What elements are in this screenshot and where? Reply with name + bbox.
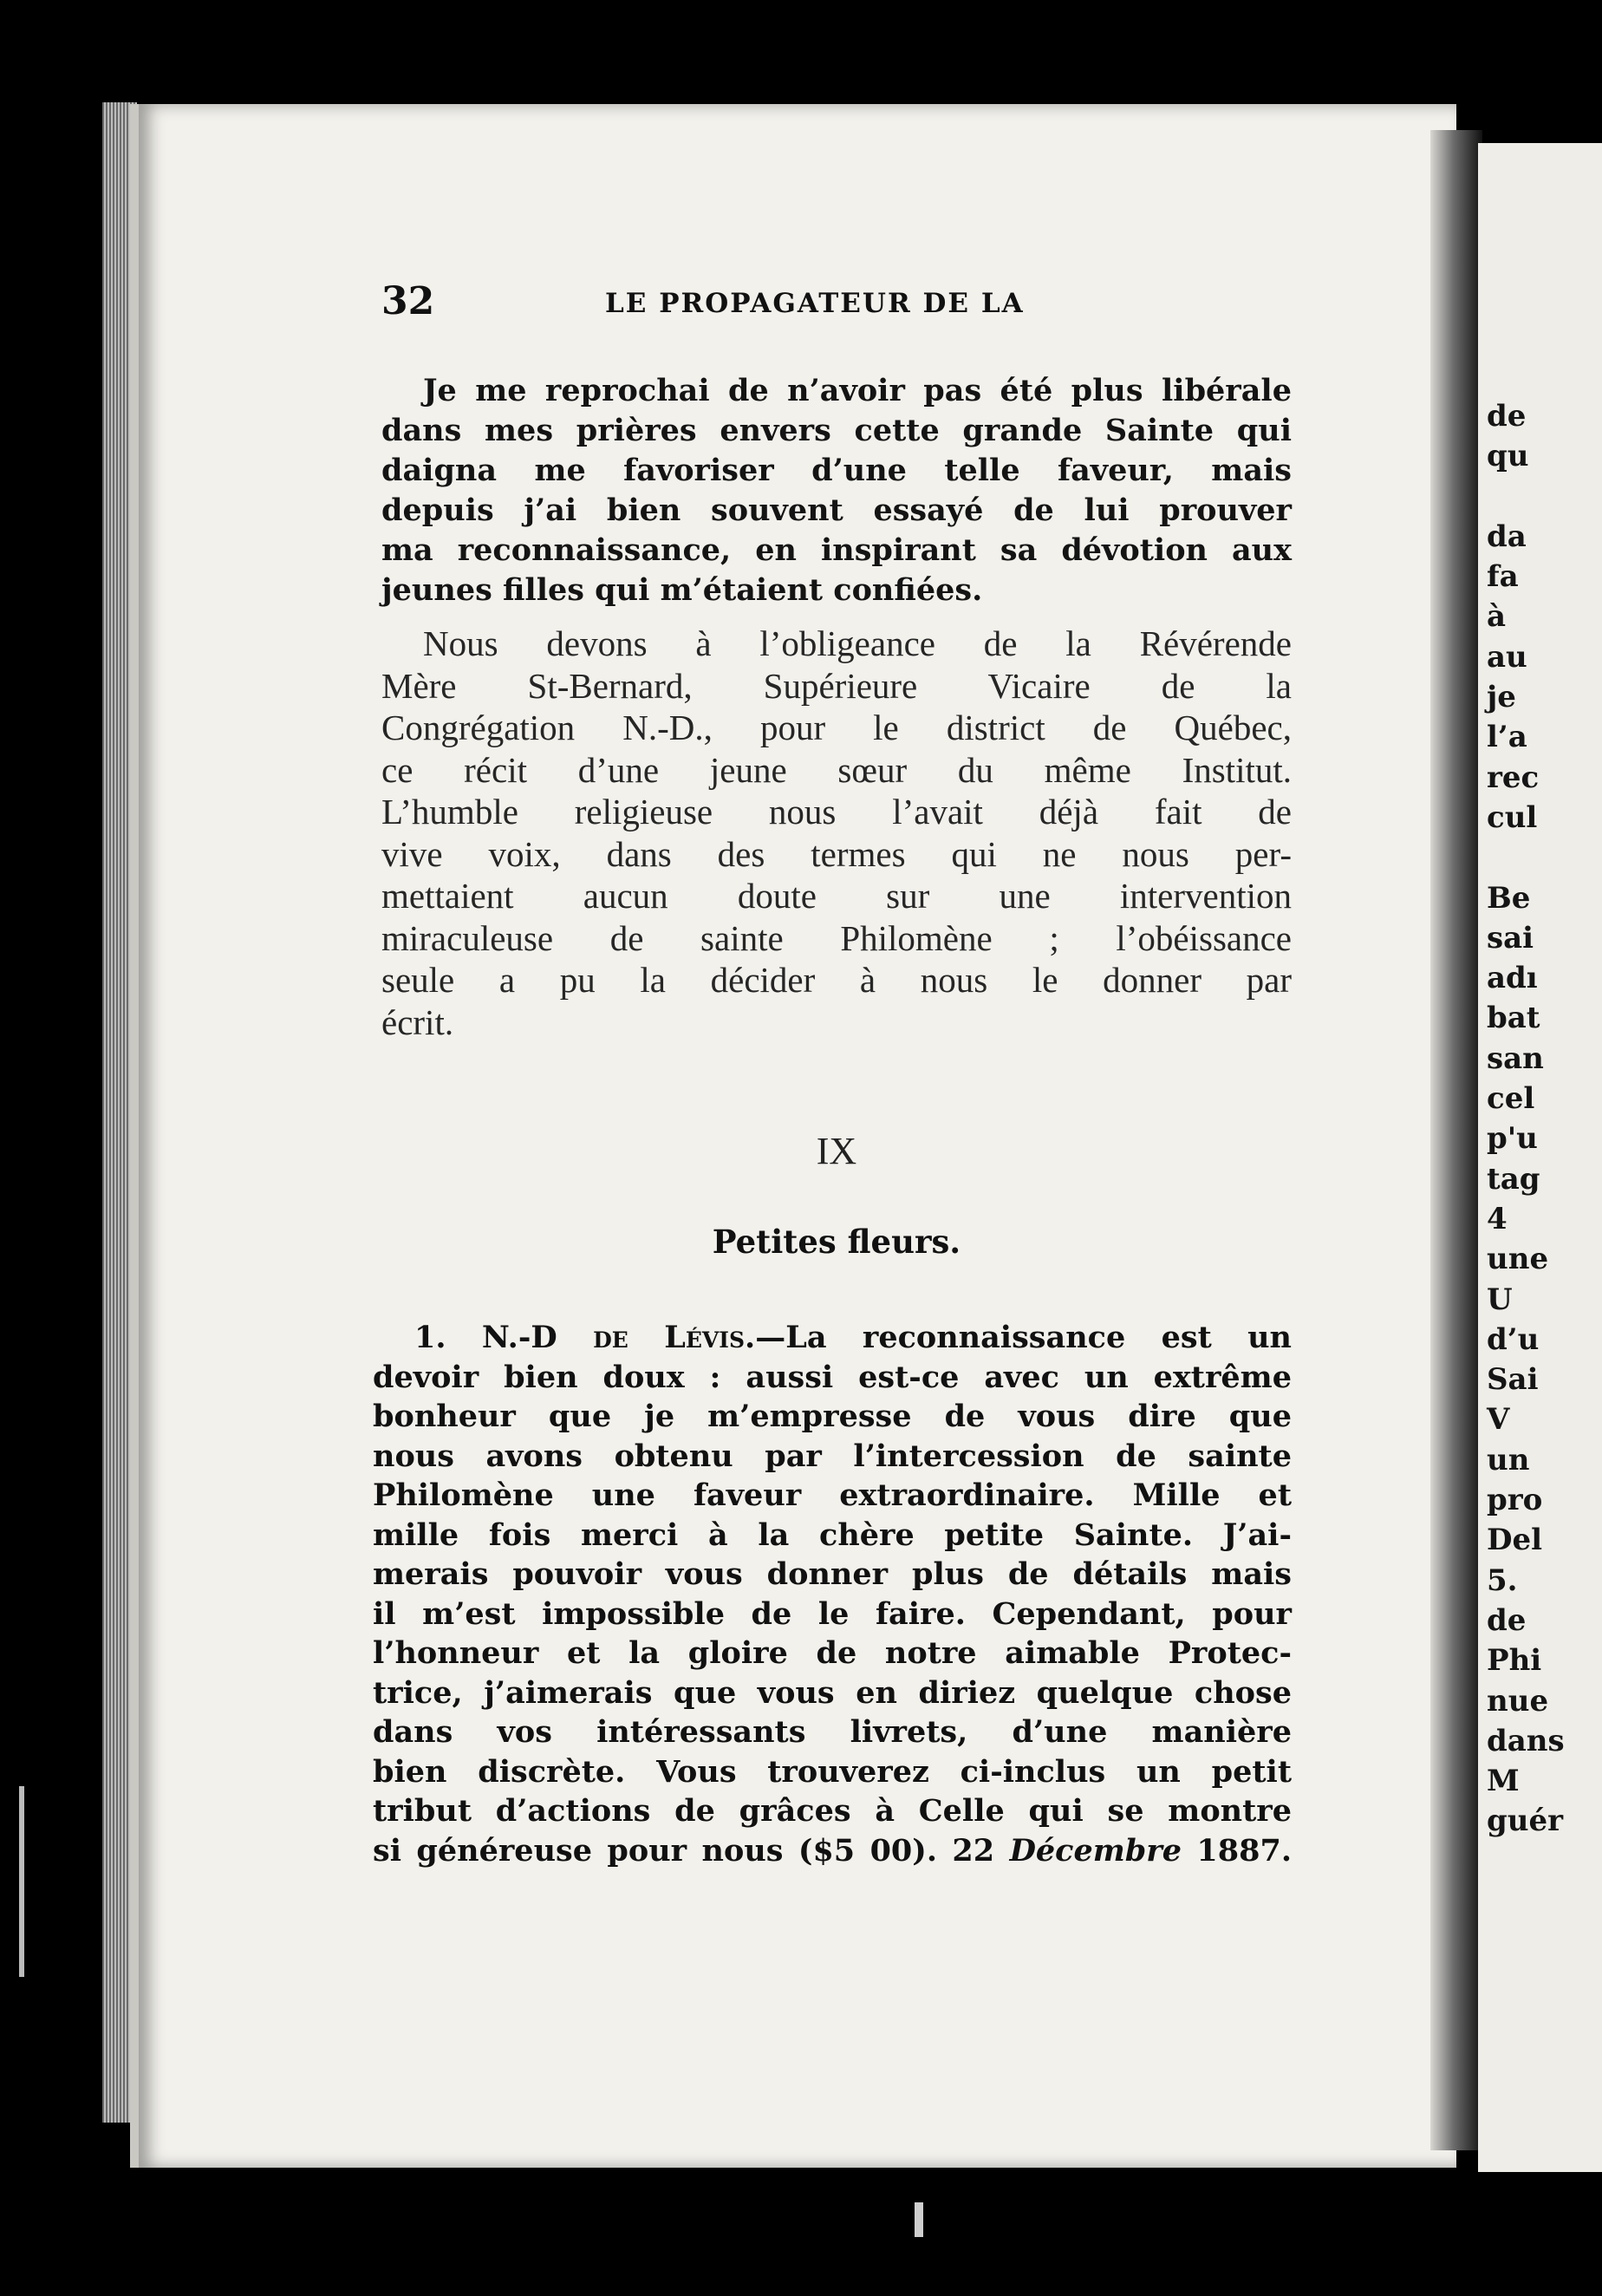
text-line: daigna me favoriser d’une telle faveur, mais (381, 453, 1292, 488)
right-page-fragment-line: au (1487, 639, 1527, 675)
right-page-fragment-line: une (1487, 1242, 1549, 1277)
right-page-fragment-line: nue (1487, 1683, 1549, 1719)
entry-first-line (373, 1318, 1292, 1358)
text-line: écrit. (381, 1001, 454, 1042)
text-line: dans mes prières envers cette grande Sainte qui (381, 413, 1292, 448)
text-line: depuis j’ai bien souvent essayé de lui prouver (381, 492, 1292, 528)
right-page-fragment-line: Phi (1487, 1643, 1542, 1679)
entry-last-line (373, 1831, 1292, 1871)
right-page-fragment-line: fa (1487, 559, 1519, 595)
right-page-fragment-line: adı (1487, 961, 1538, 996)
text-line: ma reconnaissance, en inspirant sa dévotion aux (381, 532, 1292, 568)
entry-number: 1. N.-D (414, 1320, 557, 1355)
text-line: mille fois merci à la chère petite Sainte. J’ai- (373, 1517, 1292, 1553)
text-line: dans vos intéressants livrets, d’une manière (373, 1714, 1292, 1750)
right-page-fragment-line: de (1487, 1602, 1527, 1638)
right-page-fragment-line: M (1487, 1764, 1520, 1799)
text-line: merais pouvoir vous donner plus de détails mais (373, 1556, 1292, 1592)
right-page-fragment-line: cul (1487, 799, 1538, 835)
last-line-start: si généreuse pour nous ($5 00). 22 (373, 1832, 995, 1869)
paragraph-1 (381, 371, 1292, 610)
right-page-fragment-line: cel (1487, 1081, 1535, 1117)
text-line: il m’est impossible de le faire. Cependant, pour (373, 1595, 1292, 1632)
text-line: Nous devons à l’obligeance de la Révérende (423, 623, 1292, 663)
right-page-fragment-line: Be (1487, 880, 1531, 916)
right-page-fragment-line: je (1487, 680, 1516, 715)
right-page-fragment-line: da (1487, 519, 1527, 554)
right-page-fragment-line: p'u (1487, 1121, 1538, 1157)
entry-1 (373, 1318, 1292, 1870)
right-page-fragment-line: sai (1487, 920, 1534, 956)
right-page-fragment (1478, 143, 1602, 2172)
running-header (381, 279, 1439, 331)
right-page-fragment-line: Del (1487, 1523, 1543, 1558)
text-line: tribut d’actions de grâces à Celle qui se montre (373, 1793, 1292, 1829)
text-line: l’honneur et la gloire de notre aimable Protec- (373, 1635, 1292, 1671)
right-page-fragment-line: 5. (1487, 1562, 1518, 1598)
right-page-fragment-line: Sai (1487, 1362, 1539, 1398)
entry-first-line-rest: —La reconnaissance est un (755, 1320, 1292, 1355)
text-line: nous avons obtenu par l’intercession de sainte (373, 1438, 1292, 1474)
right-page-fragment-line: dans (1487, 1723, 1565, 1758)
right-page-fragment-line: de (1487, 399, 1527, 434)
right-page-fragment-line: guér (1487, 1804, 1564, 1839)
section-number: IX (816, 1130, 857, 1172)
right-page-fragment-line: d’u (1487, 1321, 1540, 1357)
right-page-fragment-line: un (1487, 1442, 1530, 1477)
text-line: devoir bien doux : aussi est-ce avec un extrême (373, 1359, 1292, 1395)
body-text (381, 371, 1292, 1043)
text-line: trice, j’aimerais que vous en diriez quelque chose (373, 1674, 1292, 1711)
right-page-fragment-line (1478, 477, 1565, 517)
right-page-fragment-line: rec (1487, 760, 1540, 795)
book-gutter (1430, 130, 1482, 2150)
text-line: bien discrète. Vous trouverez ci-inclus un petit (373, 1753, 1292, 1790)
right-page-fragment-line: tag (1487, 1161, 1540, 1197)
right-page-fragment-line: l’a (1487, 720, 1527, 755)
text-line: L’humble religieuse nous l’avait déjà fait de (381, 792, 1292, 832)
text-line: Mère St-Bernard, Supérieure Vicaire de la (381, 665, 1292, 706)
right-page-lines (1478, 396, 1565, 1842)
right-page-fragment-line: à (1487, 599, 1507, 635)
text-line: miraculeuse de sainte Philomène ; l’obéissance (381, 917, 1292, 958)
right-page-fragment-line: bat (1487, 1001, 1540, 1036)
date-month: Décembre (1009, 1832, 1182, 1869)
right-page-fragment-line (1478, 838, 1565, 877)
entry-place: de Lévis. (593, 1320, 756, 1355)
page-number: 32 (381, 279, 435, 323)
text-line: jeunes filles qui m’étaient confiées. (381, 572, 983, 608)
date-year: 1887. (1196, 1832, 1293, 1869)
right-page-fragment-line: U (1487, 1282, 1513, 1317)
text-line: vive voix, dans des termes qui ne nous per- (381, 833, 1292, 874)
right-page-fragment-line: 4 (1487, 1201, 1508, 1236)
right-page-fragment-line: qu (1487, 439, 1529, 474)
text-line: seule a pu la décider à nous le donner par (381, 960, 1292, 1000)
text-line: Philomène une faveur extraordinaire. Mille et (373, 1477, 1292, 1513)
text-line: Congrégation N.-D., pour le district de Québec, (381, 708, 1292, 747)
scan-speck (19, 1786, 24, 1977)
text-line: bonheur que je m’empresse de vous dire que (373, 1399, 1292, 1434)
paragraph-2 (381, 623, 1292, 1043)
right-page-fragment-line: pro (1487, 1483, 1543, 1518)
scan-speck (915, 2202, 923, 2237)
right-page-fragment-line: san (1487, 1040, 1544, 1076)
text-line: ce récit d’une jeune sœur du même Institut. (381, 749, 1292, 790)
running-title: LE PROPAGATEUR DE LA (605, 288, 1025, 319)
right-page-fragment-line: V (1487, 1402, 1510, 1438)
text-line: Je me reprochai de n’avoir pas été plus libérale (423, 373, 1292, 408)
text-line: mettaient aucun doute sur une intervention (381, 876, 1292, 916)
section-title: Petites fleurs. (712, 1223, 961, 1261)
